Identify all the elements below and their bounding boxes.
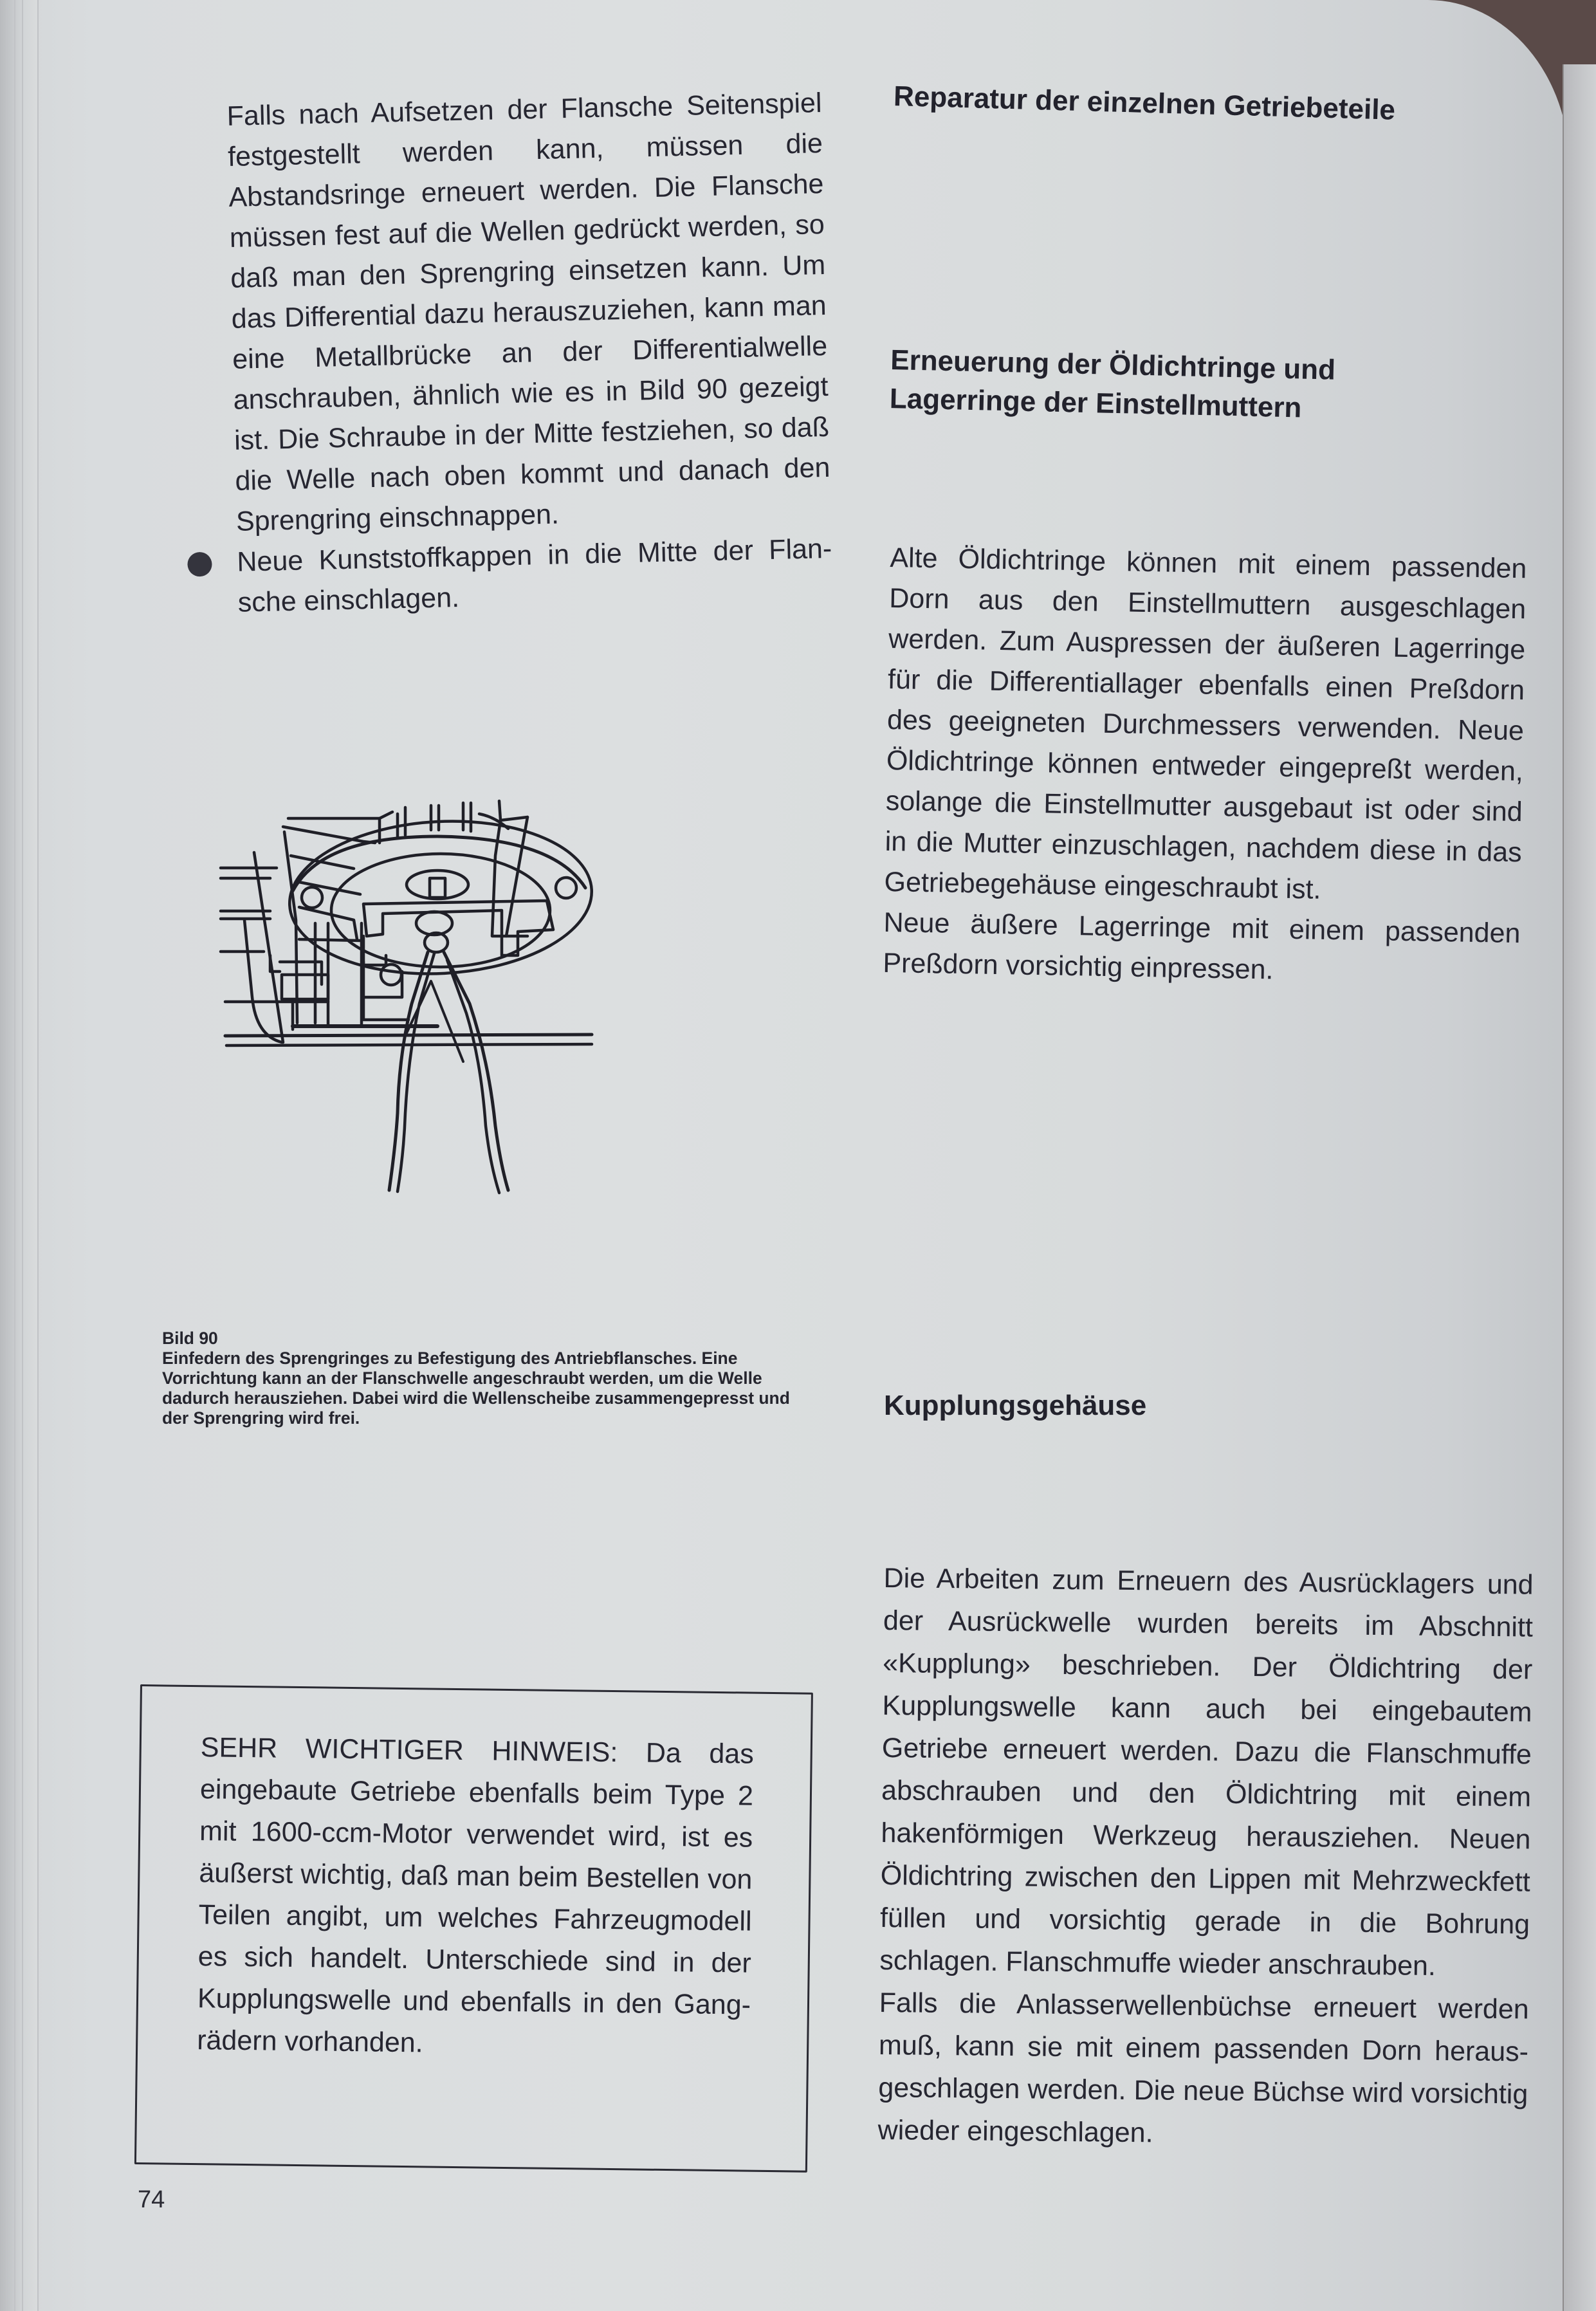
section-heading-clutch-housing: Kupplungsgehäuse [884, 1390, 1147, 1421]
important-note-text: SEHR WICHTIGER HINWEIS: Da das eingebaute Getriebe ebenfalls beim Type 2 mit 1600-ccm-Motor verwendet wird, ist es äußerst wichtig, daß man beim Bestellen von Teilen angibt, um welches Fahrzeugmodell es sich handelt. Unterschiede sind in der Kupplungswelle und ebenfalls in den Gangrädern vorhanden. [196, 1732, 755, 2059]
section-clutch-housing-body [877, 1557, 1534, 2159]
pliers-handle-right [444, 952, 508, 1190]
technical-drawing [193, 791, 746, 1293]
next-page-edge [1563, 64, 1596, 2311]
drawing-line [506, 817, 527, 936]
drawing-line [284, 832, 297, 1023]
drawing-base-line [225, 1035, 592, 1036]
drawing-line [363, 997, 408, 1020]
drawing-line [499, 801, 527, 820]
clutch-housing-paragraph-1: Die Arbeiten zum Erneuern des Ausrücklagers und der Ausrückwelle wurden bereits im Abschnitt «Kupplung» beschrieben. Der Öldichtring der Kupplungswelle kann auch bei eingebautem Getriebe erneuert werden. Dazu die Flanschmuffe abschrauben und den Öldichtring mit einem hakenförmigen Werkzeug herausziehen. Neuen Öldichtring zwischen den Lippen mit Mehrzweckfett füllen und vorsichtig gerade in die Bohrung schlagen. Flanschmuffe wieder anschrauben. [879, 1562, 1534, 1982]
section-oil-seals-body [883, 538, 1527, 995]
drawing-line [254, 852, 283, 1042]
filled-circle-bullet-icon [187, 552, 212, 577]
drawing-line [244, 920, 282, 1042]
main-heading: Reparatur der einzelnen Getriebeteile [893, 80, 1396, 126]
left-paragraph: Falls nach Aufsetzen der Flansche Seitenspiel festgestellt werden kann, müssen die Abstandsringe erneuert werden. Die Flansche müssen fest auf die Wellen gedrückt werden, so daß man den Sprengring einsetzen kann. Um das Differential dazu herauszuziehen, kann man eine Metallbrücke an der Differentialwelle anschrauben, ähnlich wie es in Bild 90 gezeigt ist. Die Schraube in der Mitte festziehen, so daß die Welle nach oben kommt und danach den Sprengring einschnappen. [226, 87, 830, 537]
oil-seals-paragraph-2: Neue äußere Lagerringe mit einem passenden Preßdorn vorsichtig einpressen. [883, 907, 1521, 986]
section-heading-oil-seals: Erneuerung der Öldichtringe und Lagerringe der Einstellmuttern [889, 344, 1336, 424]
important-note-box [134, 1684, 813, 2173]
flange-bolt [381, 964, 401, 985]
figure-caption-text: Einfedern des Sprengringes zu Befestigung des Antriebflansches. Eine Vorrichtung kann an der Flanschwelle angeschraubt werden, um die Welle dadurch herausziehen. Dabei wird die Wellenscheibe zusammengepresst und der Sprengring wird frei. [162, 1349, 790, 1428]
left-column [226, 83, 833, 623]
flange-bolt [302, 887, 322, 908]
pliers-handle-right [447, 960, 499, 1193]
oil-seals-paragraph-1: Alte Öldichtringe können mit einem passenden Dorn aus den Einstellmuttern ausgeschlagen werden. Zum Auspressen der äußeren Lagerringe für die Differentiallager ebenfalls einen Preßdorn des geeigneten Durchmessers verwenden. Neue Öldichtringe können entweder eingepreßt werden, solange die Einstellmutter ausgebaut ist oder sind in die Mutter einzuschlagen, nachdem diese in das Getriebegehäuse eingeschraubt ist. [884, 542, 1527, 905]
bullet-text: Neue Kunststoffkappen in die Mitte der Flansche einschlagen. [236, 533, 832, 618]
bullet-item [237, 529, 834, 623]
shaft-nut [407, 870, 468, 899]
figure-caption [162, 1329, 805, 1428]
drawing-line [288, 812, 392, 818]
pliers-head [416, 912, 452, 935]
drawing-base-line [226, 1044, 592, 1045]
clutch-housing-paragraph-2: Falls die Anlasserwellenbüchse erneuert werden muß, kann sie mit einem passenden Dorn herausgeschlagen werden. Die neue Büchse wird vorsichtig wieder eingeschlagen. [877, 1987, 1529, 2149]
figure-bild-90 [193, 791, 746, 1293]
book-spine [0, 0, 39, 2311]
drawing-line [270, 955, 280, 971]
figure-label: Bild 90 [162, 1329, 218, 1348]
shaft-bolt [430, 878, 445, 898]
page-number: 74 [138, 2186, 165, 2213]
flange-bolt [556, 878, 576, 898]
